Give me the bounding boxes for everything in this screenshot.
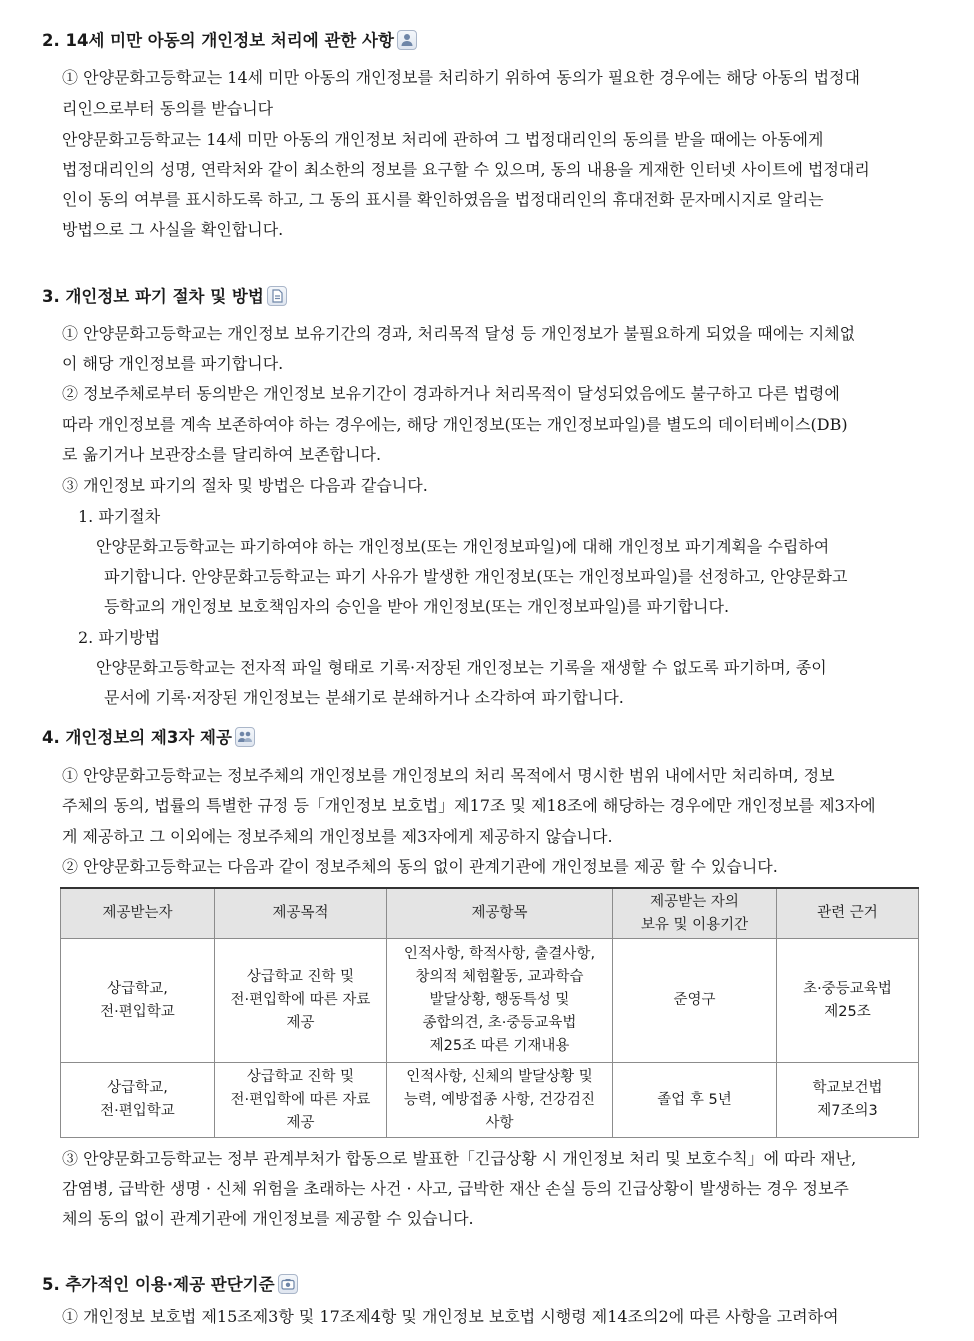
section-2-line: 리인으로부터 동의를 받습니다 bbox=[62, 99, 274, 118]
section-3-line: ③ 개인정보 파기의 절차 및 방법은 다음과 같습니다. bbox=[62, 476, 428, 495]
table-cell: 졸업 후 5년 bbox=[613, 1063, 777, 1138]
section-2-line: 인이 동의 여부를 표시하도록 하고, 그 동의 표시를 확인하였음을 법정대리인의 휴대전화 문자메시지로 알리는 bbox=[62, 190, 824, 209]
section-2-line: 안양문화고등학교는 14세 미만 아동의 개인정보 처리에 관하여 그 법정대리인의 동의를 받을 때에는 아동에게 bbox=[62, 130, 824, 149]
section-4-line: ② 안양문화고등학교는 다음과 같이 정보주체의 동의 없이 관계기관에 개인정보를 제공 할 수 있습니다. bbox=[62, 857, 778, 876]
section-2-line: 법정대리인의 성명, 연락처와 같이 최소한의 정보를 요구할 수 있으며, 동의 내용을 게재한 인터넷 사이트에 법정대리 bbox=[62, 160, 870, 179]
section-4-line: 주체의 동의, 법률의 특별한 규정 등「개인정보 보호법」제17조 및 제18조에 해당하는 경우에만 개인정보를 제3자에 bbox=[62, 796, 876, 815]
section-3-sub2-line: 문서에 기록·저장된 개인정보는 분쇄기로 분쇄하거나 소각하여 파기합니다. bbox=[104, 688, 624, 707]
section-3-sub2-title: 2. 파기방법 bbox=[78, 628, 161, 647]
section-3-sub1-line: 파기합니다. 안양문화고등학교는 파기 사유가 발생한 개인정보(또는 개인정보파일)를 선정하고, 안양문화고 bbox=[104, 567, 848, 586]
document-icon bbox=[267, 286, 287, 306]
table-cell: 상급학교, 전·편입학교 bbox=[61, 1063, 215, 1138]
section-3-sub1-line: 안양문화고등학교는 파기하여야 하는 개인정보(또는 개인정보파일)에 대해 개인정보 파기계획을 수립하여 bbox=[96, 537, 830, 556]
section-4-after-line: ③ 안양문화고등학교는 정부 관계부처가 합동으로 발표한「긴급상황 시 개인정보 처리 및 보호수칙」에 따라 재난, bbox=[62, 1149, 857, 1168]
table-cell: 인적사항, 신체의 발달상황 및 능력, 예방접종 사항, 건강검진 사항 bbox=[387, 1063, 613, 1138]
person-icon bbox=[397, 30, 417, 50]
table-cell: 초·중등교육법 제25조 bbox=[777, 939, 919, 1063]
table-header-row bbox=[61, 888, 919, 939]
section-3-heading: 3. 개인정보 파기 절차 및 방법 bbox=[42, 285, 287, 309]
section-3-sub1-title: 1. 파기절차 bbox=[78, 507, 161, 526]
table-cell: 상급학교 진학 및 전·편입학에 따른 자료 제공 bbox=[215, 939, 387, 1063]
table-cell: 인적사항, 학적사항, 출결사항, 창의적 체험활동, 교과학습 발달상황, 행동특성 및 종합의견, 초·중등교육법 제25조 따른 기재내용 bbox=[387, 939, 613, 1063]
section-5-heading: 5. 추가적인 이용·제공 판단기준 bbox=[42, 1273, 298, 1297]
table-cell: 준영구 bbox=[613, 939, 777, 1063]
table-cell: 학교보건법 제7조의3 bbox=[777, 1063, 919, 1138]
section-4-line: 게 제공하고 그 이외에는 정보주체의 개인정보를 제3자에게 제공하지 않습니다. bbox=[62, 827, 613, 846]
section-3-line: ① 안양문화고등학교는 개인정보 보유기간의 경과, 처리목적 달성 등 개인정보가 불필요하게 되었을 때에는 지체없 bbox=[62, 324, 856, 343]
section-3-line: 로 옮기거나 보관장소를 달리하여 보존합니다. bbox=[62, 445, 382, 464]
section-3-sub2-line: 안양문화고등학교는 전자적 파일 형태로 기록·저장된 개인정보는 기록을 재생할 수 없도록 파기하며, 종이 bbox=[96, 658, 827, 677]
section-5-line: ① 개인정보 보호법 제15조제3항 및 17조제4항 및 개인정보 보호법 시행령 제14조의2에 따른 사항을 고려하여 bbox=[62, 1307, 839, 1326]
section-3-line: 따라 개인정보를 계속 보존하여야 하는 경우에는, 해당 개인정보(또는 개인정보파일)를 별도의 데이터베이스(DB) bbox=[62, 415, 848, 434]
third-party-provision-table bbox=[60, 887, 919, 1138]
table-header: 관련 근거 bbox=[777, 888, 919, 939]
section-4-line: ① 안양문화고등학교는 정보주체의 개인정보를 개인정보의 처리 목적에서 명시한 범위 내에서만 처리하며, 정보 bbox=[62, 766, 835, 785]
table-header: 제공목적 bbox=[215, 888, 387, 939]
section-4-after-line: 감염병, 급박한 생명 · 신체 위험을 초래하는 사건 · 사고, 급박한 재산 손실 등의 긴급상황이 발생하는 경우 정보주 bbox=[62, 1179, 849, 1198]
camera-icon bbox=[278, 1274, 298, 1294]
section-2-heading: 2. 14세 미만 아동의 개인정보 처리에 관한 사항 bbox=[42, 29, 417, 53]
section-4-heading: 4. 개인정보의 제3자 제공 bbox=[42, 726, 255, 750]
table-row bbox=[61, 1063, 919, 1138]
section-3-line: ② 정보주체로부터 동의받은 개인정보 보유기간이 경과하거나 처리목적이 달성되었음에도 불구하고 다른 법령에 bbox=[62, 384, 840, 403]
section-3-sub1-line: 등학교의 개인정보 보호책임자의 승인을 받아 개인정보(또는 개인정보파일)를 파기합니다. bbox=[104, 597, 730, 616]
table-row bbox=[61, 939, 919, 1063]
table-cell: 상급학교, 전·편입학교 bbox=[61, 939, 215, 1063]
section-2-line: ① 안양문화고등학교는 14세 미만 아동의 개인정보를 처리하기 위하여 동의가 필요한 경우에는 해당 아동의 법정대 bbox=[62, 68, 860, 87]
section-3-line: 이 해당 개인정보를 파기합니다. bbox=[62, 354, 284, 373]
people-share-icon bbox=[235, 727, 255, 747]
section-4-after-line: 체의 동의 없이 관계기관에 개인정보를 제공할 수 있습니다. bbox=[62, 1209, 474, 1228]
table-cell: 상급학교 진학 및 전·편입학에 따른 자료 제공 bbox=[215, 1063, 387, 1138]
table-header: 제공받는 자의 보유 및 이용기간 bbox=[613, 888, 777, 939]
table-header: 제공항목 bbox=[387, 888, 613, 939]
section-2-line: 방법으로 그 사실을 확인합니다. bbox=[62, 220, 284, 239]
table-header: 제공받는자 bbox=[61, 888, 215, 939]
